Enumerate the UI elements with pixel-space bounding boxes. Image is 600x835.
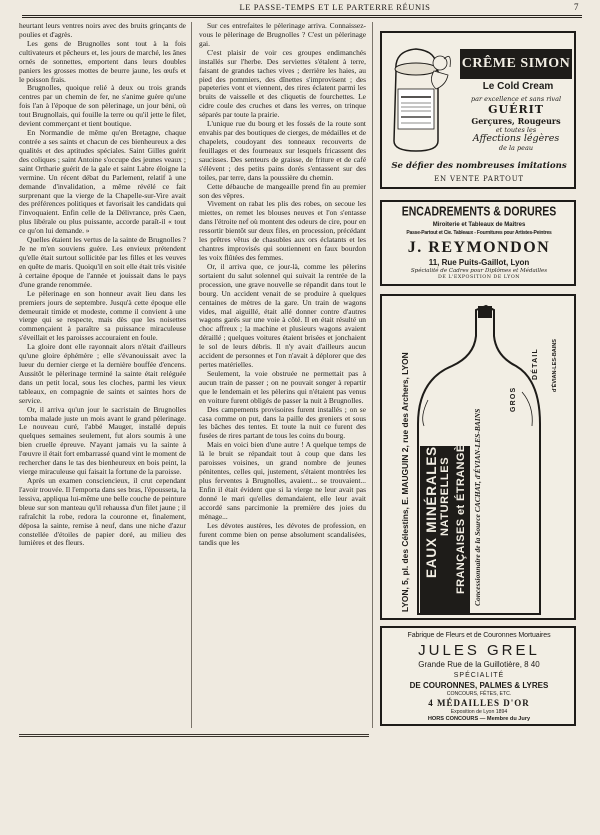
footer-rule xyxy=(19,734,369,735)
paragraph: L'unique rue du bourg et les fossés de la route sont envahis par des boutiques de cierges, de médailles et de chapelets, coudoyant des tonneaux recouverts de feuillages et des fourneaux sur lesquels fricassent des saucisses. Des senteurs de graisse, de friture et de café s'élèvent ; des petits pains dorés s'entassent sur des toiles, par terre, dans la poussière du chemin. xyxy=(199,119,366,182)
paragraph: Quelles étaient les vertus de la sainte de Brugnolles ? Je ne m'en souviens guère. Les envieux prétendent qu'elle était surtout sollicitée par les filles et les veuves en quête de maris. Quoiqu'il en soit elle était très visitée à certaine époque de l'année et jouissait dans le pays d'une grande renommée. xyxy=(19,235,186,289)
paragraph: Cette débauche de mangeaille prend fin au premier son des vêpres. xyxy=(199,181,366,200)
ad-subtitle: Le Cold Cream xyxy=(482,81,554,92)
ad-text: et toutes les xyxy=(495,126,537,134)
paragraph: Les gens de Brugnolles sont tout à la fois cultivateurs et pêcheurs et, les jours de marché, les ânes ornés de sonnettes, emportent dans leurs doubles paniers les grosses mottes de beurre jaune, les œufs et le poisson frais. xyxy=(19,38,186,84)
ad-text-vertical: NATURELLES xyxy=(439,456,451,536)
paragraph: C'est plaisir de voir ces groupes endimanchés installés sur l'herbe. Des serviettes s'étalent à terre, faisant de grandes taches vives ; derrière les haies, au pied des pommiers, des dînettes s'improvisent ; des papeteries vont et viennent, des rires éclatent parmi les bruits de vaisselle et des cliquetis de fourchettes. Le cidre coule des cruches et dans les verres, on trinque séparés par toute la prairie. xyxy=(199,47,366,120)
ad-text: de la peau xyxy=(498,144,534,152)
ad-text: HORS CONCOURS — Membre du Jury xyxy=(427,716,531,722)
column-divider xyxy=(191,22,192,728)
paragraph: Des campements provisoires furent installés ; on se casa comme on put, dans la paille des greniers et sous les bâches des tentes. Et toute la nuit ce furent des fusées de rires partant de tous les coins du bourg. xyxy=(199,404,366,441)
ad-creme-simon xyxy=(380,31,576,189)
paragraph: Or, il arriva qu'un jour le sacristain de Brugnolles tomba malade juste un mois avant le grand pèlerinage. Le nouveau curé, l'abbé Mauger, installé depuis quelques semaines seulement, fut alors soumis à une bien cruelle épreuve. N'ayant jamais vu la sainte à l'œuvre il était fort embarrassé quand vint le moment de rechercher dans le tas des bienheureux en bois peint, la vierge miraculeuse qui faisait la fortune de la paroisse. xyxy=(19,404,186,477)
header-rule-double xyxy=(22,17,582,18)
ad-name: JULES GREL xyxy=(418,642,540,659)
ad-encadrements xyxy=(380,200,576,286)
running-title: LE PASSE-TEMPS ET LE PARTERRE RÉUNIS xyxy=(239,2,431,12)
text-column-1 xyxy=(19,22,186,732)
paragraph: Seulement, la voie obstruée ne permettait pas à aucun train de passer ; on ne pouvait songer à repartir que le lendemain et les pèlerins qui n'étaient pas venus en voiture furent obligés de passer la nuit à Brugnolles. xyxy=(199,368,366,405)
ad-text: GUÉRIT xyxy=(488,103,544,116)
ad-text: Passe-Partout et Cie. Tableaux - Fournitures pour Artistes-Peintres xyxy=(406,230,552,236)
ad-title: CRÊME SIMON xyxy=(460,49,572,79)
paragraph: Or, il arriva que, ce jour-là, comme les pèlerins sortaient du salut solennel qui suivait la rentrée de la procession, une grave nouvelle se répandit dans tout le bourg. Un accident venait de se produire à quelques centaines de mètres de la gare. Un train de wagons vides, mal aiguillé, était allé donner contre d'autres wagons garés sur une voie à côté. Il en était résulté un choc affreux ; la machine et plusieurs wagons avaient déraillé ; quelques voitures étaient brisées et jonchaient le sol de leurs débris. Il n'y avait d'ailleurs aucun accident de personnes et l'on n'avait à déplorer que des pertes matérielles. xyxy=(199,261,366,370)
ad-text: SPÉCIALITÉ xyxy=(453,672,505,679)
ad-text: Exposition de Lyon 1894 xyxy=(450,709,508,715)
text-column-2 xyxy=(199,22,366,732)
ad-text-vertical: GROS xyxy=(510,386,517,412)
paragraph: heurtant leurs ventres noirs avec des bruits grinçants de poulies et d'agrès. xyxy=(19,22,186,39)
paragraph: Après un examen consciencieux, il crut cependant l'avoir trouvée. Il l'emporta dans ses bras, l'épousseta, la lessiva, appliqua lui-même une belle couche de peinture bleue sur son manteau qu'il rehaussa d'un filet jaune ; il rafraîchit la robe, redora la couronne et, finalement, déposa la sainte, remise à neuf, dans une niche d'azur constellée d'étoiles de papier doré, au milieu des lumières et des fleurs. xyxy=(19,476,186,548)
paragraph: Mais en voici bien d'une autre ! A quelque temps de là le bruit se répandait tout à coup que dans les paroisses voisines, un grand nombre de jeunes pénitentes, celles qui, justement, s'étaient montrées les plus ferventes à Brugnolles, avaient... se trouvaient... Enfin il était évident que si la vierge ne leur avait pas donné le mari qu'elles demandaient, elle leur avait accordé sans parcimonie la première des joies du ménage... xyxy=(199,440,366,521)
paragraph: En Normandie de même qu'en Bretagne, chaque contrée a ses saints et chacun de ces bienheureux a des qualités et des aptitudes spéciales. Saint Gilles guérit des coliques ; saint Antoine s'occupe des jeunes veaux ; saint Ortharie guérit de la gale et saint Labre éloigne la vermine. Un récent débat du Parlement, relatif à une demande d'invalidation, a même révélé ce fait surprenant que la vierge de la Chapelle-sur-Vire avait des préférences politiques et favorisait les candidats qui l'invoquaient. Enfin celle de la Délivrance, près Caen, plus libérale ou plus puissante, accorde paraît-il « tout ce qu'on lui demande. » xyxy=(19,128,186,236)
column-divider xyxy=(372,22,373,728)
paragraph: Vivement on rabat les plis des robes, on secoue les miettes, on remet les blouses neuves et l'on s'entasse dans l'étroite nef où montent des odeurs de cire, pour en ressortir bientôt sur deux files, en procession, précédant les prêtres vêtus de chasubles aux ors éclatants et les chantres improvisés qui soutiennent en faux bourdon les voix flûtées des femmes. xyxy=(199,199,366,262)
paragraph: La gloire dont elle rayonnait alors n'était d'ailleurs qu'une gloire éphémère ; elle s'évanouissait avec la lueur du dernier cierge et la dernière bouffée d'encens. Aussitôt le pèlerinage terminé la sainte était reléguée dans un petit local, sous les cloches, parmi les vieux tableaux, en compagnie de saints et saintes hors de service. xyxy=(19,342,186,405)
ad-text-vertical: d'ÉVIAN-LES-BAINS xyxy=(552,339,558,392)
paragraph: Brugnolles, quoique relié à deux ou trois grands centres par un chemin de fer, ne s'anime guère qu'une fois l'an à l'époque de son pèlerinage, un jour béni, où tout Brugnollais, qui fouille la terre ou qu'il jette le filet, devient commerçant et tient boutique. xyxy=(19,83,186,129)
ad-fleurs-couronnes xyxy=(380,626,576,726)
page-number: 7 xyxy=(574,2,579,12)
ad-title: ENCADREMENTS & DORURES xyxy=(401,204,557,220)
cream-jar-illustration xyxy=(388,41,452,157)
ad-eaux-minerales xyxy=(380,294,576,620)
ad-address-vertical: LYON, 5, pl. des Célestins, E. MAUGUIN 2, rue des Archers, LYON xyxy=(400,352,410,612)
ad-text: DE COURONNES, PALMES & LYRES xyxy=(409,681,549,690)
ad-warning: Se défier des nombreuses imitations xyxy=(391,161,567,171)
ad-text: EN VENTE PARTOUT xyxy=(434,175,524,183)
header-rule xyxy=(22,15,582,16)
ad-text: CONCOURS, FÊTES, ETC. xyxy=(446,691,512,697)
ad-text-vertical: FRANÇAISES et ÉTRANGÈRES xyxy=(455,420,467,594)
ad-text-vertical: DÉTAIL xyxy=(532,348,539,380)
ad-text-vertical: Concessionnaire de la Source CACHAT, d'ÉVIAN-LES-BAINS xyxy=(473,408,482,606)
paragraph: Sur ces entrefaites le pèlerinage arriva. Connaissez-vous le pèlerinage de Brugnolles ? C'est un pèlerinage gai. xyxy=(199,22,366,48)
ad-title: Fabrique de Fleurs et de Couronnes Mortuaires xyxy=(407,632,551,639)
page-header xyxy=(0,0,600,16)
paragraph: Les dévotes austères, les dévotes de profession, en furent comme bien on pense absolument scandalisées, tandis que les xyxy=(199,520,366,548)
ad-address: 11, Rue Puits-Gaillot, Lyon xyxy=(428,258,530,267)
ad-text: 4 MÉDAILLES D'OR xyxy=(428,698,530,708)
ad-title-vertical: EAUX MINÉRALES xyxy=(424,446,439,578)
footer-rule-double xyxy=(19,736,369,737)
ad-text: Affections légères xyxy=(472,133,560,144)
ad-address: Grande Rue de la Guillotière, 8 40 xyxy=(418,660,540,669)
ad-name: J. REYMONDON xyxy=(407,239,551,256)
paragraph: Le pèlerinage en son honneur avait lieu dans les premiers jours de septembre. Jusqu'à cette époque elle demeurait timide et modeste, comme il convient à une vierge qui se respecte, mais dès que les noisettes commençaient à paraître sa puissance miraculeuse s'éveillait et les paroisses accouraient en foule. xyxy=(19,288,186,343)
ad-text: Gerçures, Rougeurs xyxy=(471,116,561,126)
ad-text: DE L'EXPOSITION DE LYON xyxy=(438,275,520,280)
ad-text: par excellence et sans rival xyxy=(470,95,562,103)
ad-text: Miroiterie et Tableaux de Maîtres xyxy=(432,222,526,228)
ad-text: Spécialité de Cadres pour Diplômes et Médailles xyxy=(410,268,548,274)
